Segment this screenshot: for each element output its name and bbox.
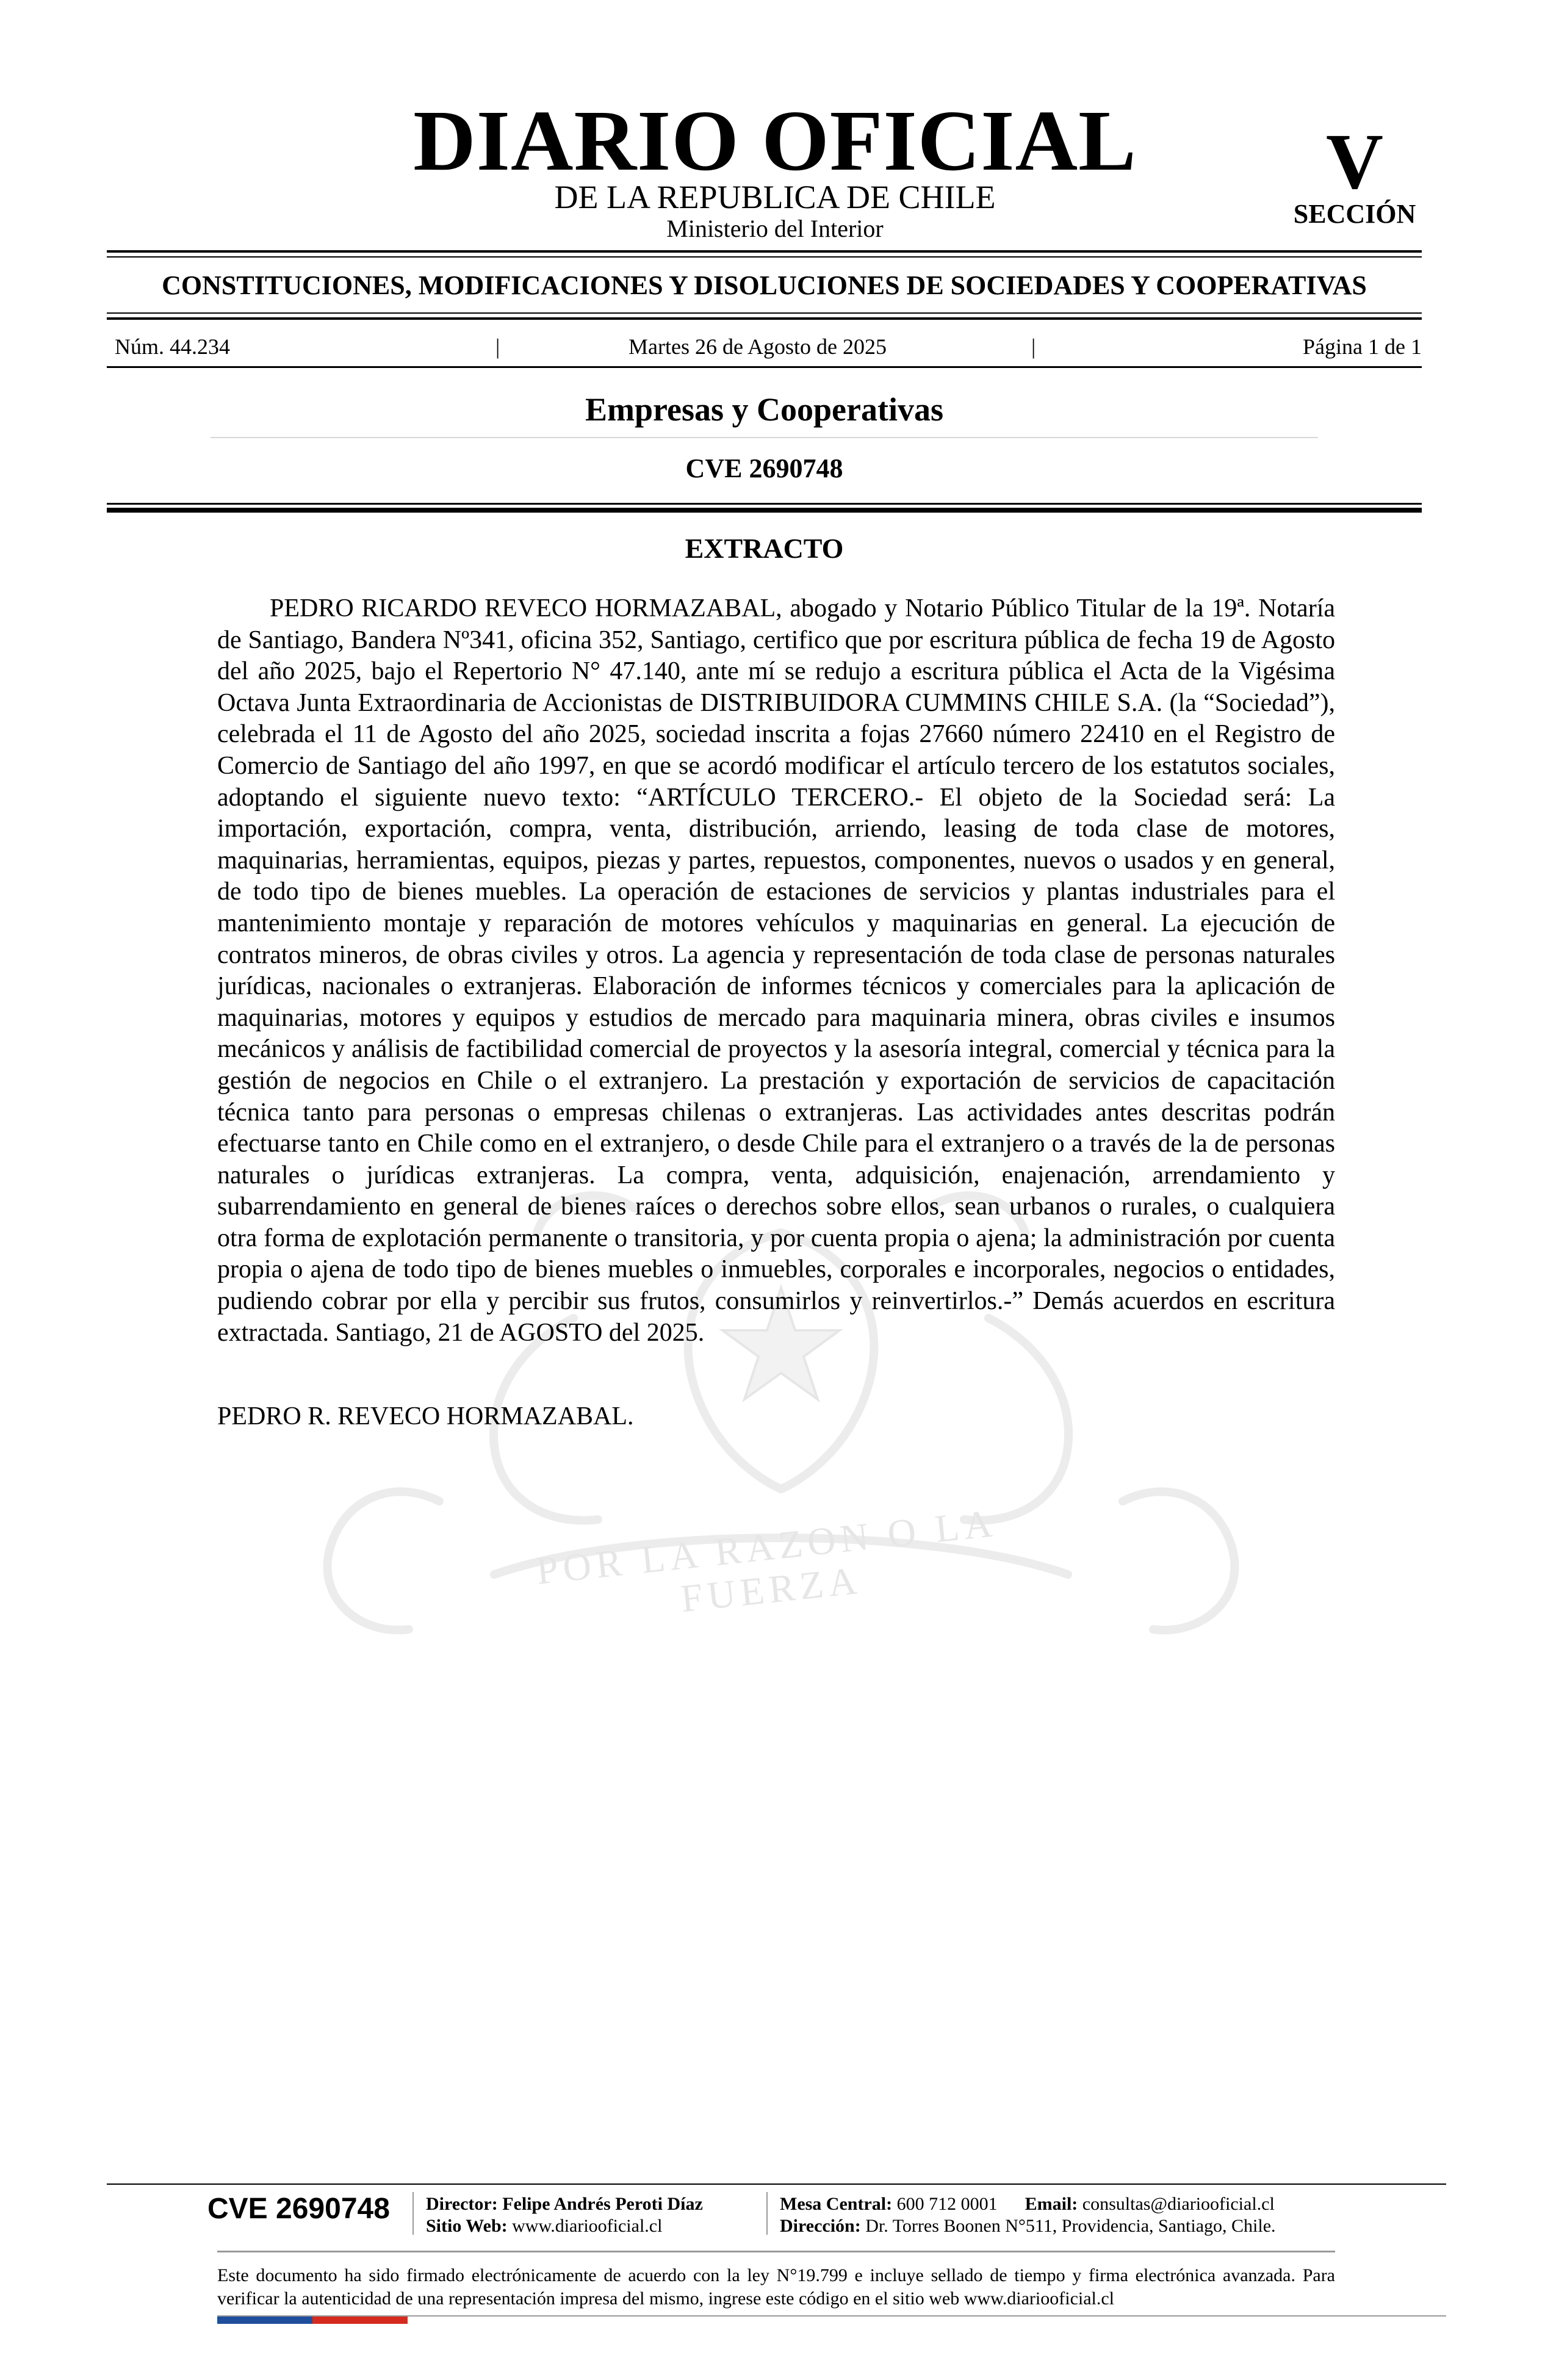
footer-phone-email — [780, 2193, 1275, 2215]
extract-body: PEDRO RICARDO REVECO HORMAZABAL, abogado y Notario Público Titular de la 19ª. Notaría de Santiago, Bandera Nº341, oficina 352, Santiago, certifico que por escritura pública de fecha 19 de Agosto del año 2025, bajo el Repertorio N° 47.140, ante mí se redujo a escritura pública el Acta de la Vigésima Octava Junta Extraordinaria de Accionistas de DISTRIBUIDORA CUMMINS CHILE S.A. (la “Sociedad”), celebrada el 11 de Agosto del año 2025, sociedad inscrita a fojas 27660 número 22410 en el Registro de Comercio de Santiago del año 1997, en que se acordó modificar el artículo tercero de los estatutos sociales, adoptando el siguiente nuevo texto: “ARTÍCULO TERCERO.- El objeto de la Sociedad será: La importación, exportación, compra, venta, distribución, arriendo, leasing de toda clase de motores, maquinarias, herramientas, equipos, piezas y partes, repuestos, componentes, nuevos o usados y en general, de todo tipo de bienes muebles. La operación de estaciones de servicios y plantas industriales para el mantenimiento montaje y reparación de motores vehículos y maquinarias en general. La ejecución de contratos mineros, de obras civiles y otros. La agencia y representación de toda clase de personas naturales jurídicas, nacionales o extranjeras. Elaboración de informes técnicos y comerciales para la aplicación de maquinarias, motores y equipos y estudios de mercado para maquinaria minera, obras civiles e insumos mecánicos y análisis de factibilidad comercial de proyectos y la asesoría integral, comercial y técnica para la gestión de negocios en Chile o el extranjero. La prestación y exportación de servicios de capacitación técnica tanto para personas o empresas chilenas o extranjeras. Las actividades antes descritas podrán efectuarse tanto en Chile como en el extranjero, o desde Chile para el extranjero o a través de la de personas naturales o jurídicas extranjeras. La compra, venta, adquisición, enajenación, arrendamiento y subarrendamiento en general de bienes raíces o derechos sobre ellos, sean urbanos o rurales, o cualquiera otra forma de explotación permanente o transitoria, y por cuenta propia o ajena; la administración por cuenta propia o ajena de todo tipo de bienes muebles o inmuebles, corporales e incorporales, negocios o entidades, pudiendo cobrar por ella y percibir sus frutos, consumirlos y reinvertirlos.-” Demás acuerdos en escritura extractada. Santiago, 21 de AGOSTO del 2025. — [217, 594, 1335, 1347]
divider — [107, 312, 1422, 314]
issue-number: Núm. 44.234 — [115, 334, 230, 359]
footer-director — [426, 2193, 703, 2215]
page-count: Página 1 de 1 — [1303, 334, 1422, 359]
cve-code: CVE 2690748 — [685, 453, 843, 483]
masthead-ministry: Ministerio del Interior — [666, 215, 884, 242]
footer-address — [780, 2215, 1276, 2237]
divider — [107, 317, 1422, 320]
divider — [107, 508, 1422, 513]
director-name: Felipe Andrés Peroti Díaz — [502, 2194, 703, 2214]
address-label: Dirección: — [780, 2216, 861, 2236]
masthead-subtitle: DE LA REPUBLICA DE CHILE — [554, 179, 996, 215]
footer-cve-code: CVE 2690748 — [207, 2193, 390, 2225]
category-title: Empresas y Cooperativas — [585, 391, 943, 428]
divider — [107, 503, 1422, 505]
issue-date: Martes 26 de Agosto de 2025 — [629, 334, 887, 359]
divider — [107, 2183, 1446, 2185]
divider — [211, 437, 1318, 438]
meta-separator: | — [1031, 334, 1036, 359]
phone-number: 600 712 0001 — [896, 2194, 998, 2214]
masthead-title: DIARIO OFICIAL — [413, 92, 1137, 189]
divider — [107, 256, 1422, 258]
footer-legal-note: Este documento ha sido firmado electrónicamente de acuerdo con la ley N°19.799 e incluye sellado de tiempo y firma electrónica avanzada. Para verificar la autenticidad de una representación impresa del mismo, ingrese este código en el sitio web www.diariooficial.cl — [217, 2265, 1335, 2309]
email-label: Email: — [1025, 2194, 1078, 2214]
section-letter: V — [1326, 118, 1383, 206]
extract-title: EXTRACTO — [685, 533, 844, 564]
website-label: Sitio Web: — [426, 2216, 508, 2236]
divider — [107, 250, 1422, 253]
meta-separator: | — [495, 334, 500, 359]
divider — [412, 2192, 414, 2235]
section-band-title: CONSTITUCIONES, MODIFICACIONES Y DISOLUCIONES DE SOCIEDADES Y COOPERATIVAS — [162, 270, 1367, 300]
footer-website — [426, 2215, 662, 2237]
divider — [107, 366, 1422, 368]
divider — [766, 2192, 768, 2235]
website-link[interactable]: www.diariooficial.cl — [512, 2216, 663, 2236]
director-label: Director: — [426, 2194, 498, 2214]
flag-stripe-blue — [217, 2317, 312, 2324]
phone-label: Mesa Central: — [780, 2194, 893, 2214]
extract-signature: PEDRO R. REVECO HORMAZABAL. — [217, 1402, 634, 1430]
divider — [217, 2251, 1335, 2252]
address-text: Dr. Torres Boonen N°511, Providencia, Santiago, Chile. — [865, 2216, 1276, 2236]
flag-stripe-red — [312, 2317, 408, 2324]
section-label: SECCIÓN — [1293, 199, 1416, 229]
watermark-motto: POR LA RAZON O LA FUERZA — [534, 1501, 1000, 1621]
email-link[interactable]: consultas@diariooficial.cl — [1082, 2194, 1275, 2214]
